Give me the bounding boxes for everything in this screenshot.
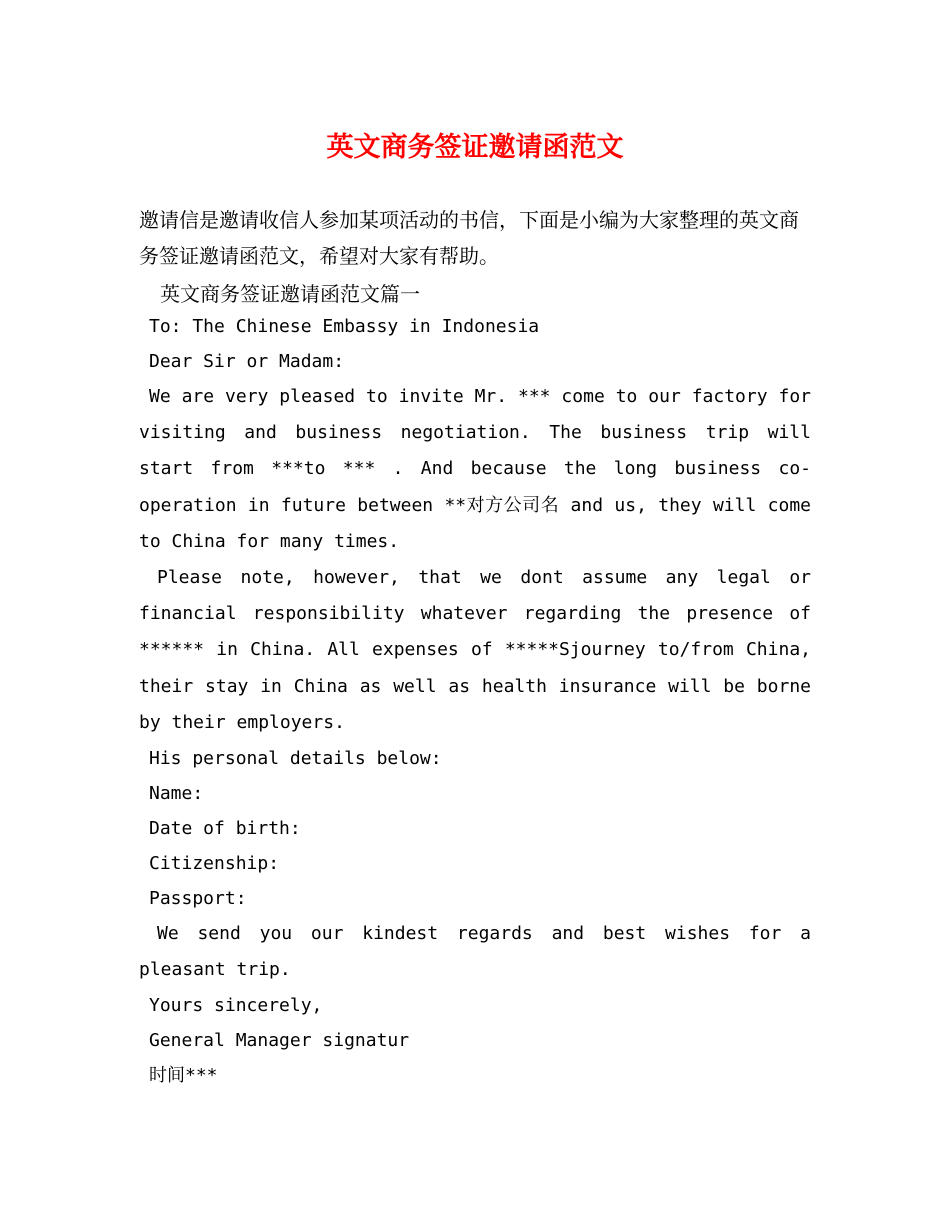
date-line: 时间*** — [149, 1065, 218, 1087]
document-title: 英文商务签证邀请函范文 — [326, 132, 624, 163]
paragraph-responsibility: Please note, however, that we dont assume any legal or financial responsibility whatever regarding the presence of ****** in China. All expenses of *****Sjourney to/from China, their stay in China as well as health insurance will be borne by their employers. — [139, 567, 811, 733]
details-intro: His personal details below: — [149, 748, 442, 770]
field-passport: Passport: — [149, 888, 247, 910]
section-heading: 英文商务签证邀请函范文篇一 — [160, 282, 420, 306]
signature-line: General Manager signatur — [149, 1030, 410, 1052]
salutation: Dear Sir or Madam: — [149, 351, 345, 372]
field-name: Name: — [149, 783, 204, 805]
to-line: To: The Chinese Embassy in Indonesia — [149, 316, 540, 337]
field-date-of-birth: Date of birth: — [149, 818, 301, 840]
paragraph-invitation: We are very pleased to invite Mr. *** come to our factory for visiting and business negotiation. The business trip will start from ***to *** . And because the long business co-operation in future between **对方公司名 and us, they will come to China for many times. — [139, 386, 811, 552]
intro-paragraph: 邀请信是邀请收信人参加某项活动的书信，下面是小编为大家整理的英文商务签证邀请函范文，希望对大家有帮助。 — [139, 208, 799, 268]
letter-body — [139, 309, 811, 1093]
field-citizenship: Citizenship: — [149, 853, 280, 875]
closing: Yours sincerely, — [149, 995, 323, 1017]
paragraph-regards: We send you our kindest regards and best wishes for a pleasant trip. — [139, 923, 811, 981]
